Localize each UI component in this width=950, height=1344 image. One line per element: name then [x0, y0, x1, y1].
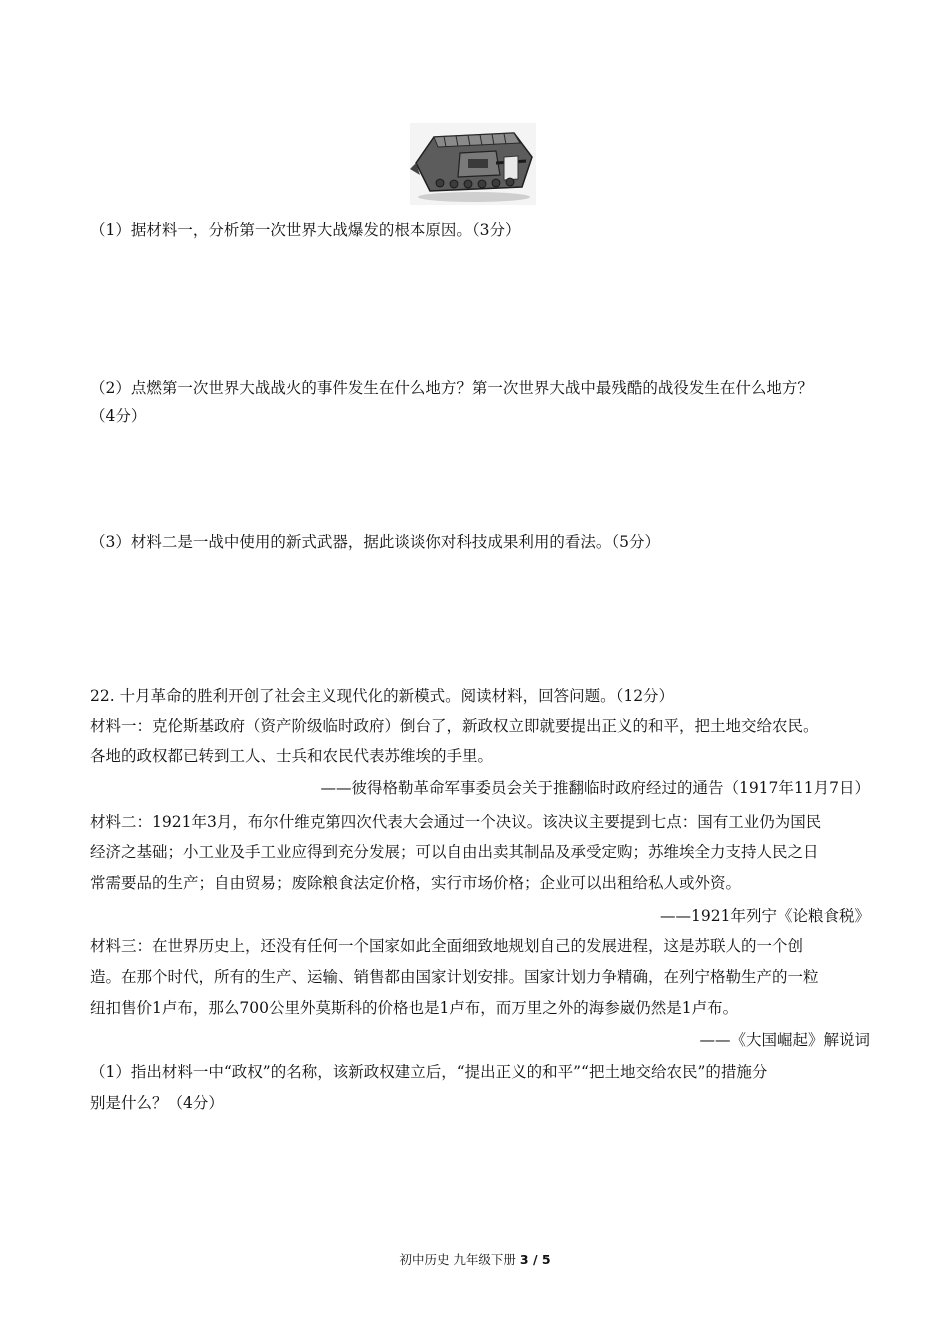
material-3-line1: 材料三：在世界历史上，还没有任何一个国家如此全面细致地规划自己的发展进程，这是苏联人的一个创 — [90, 937, 804, 955]
material-2-source: ——1921年列宁《论粮食税》 — [660, 907, 870, 925]
q21-subquestion-3: （3）材料二是一战中使用的新式武器，据此谈谈你对科技成果利用的看法。（5分） — [90, 533, 660, 551]
material-2-line2: 经济之基础；小工业及手工业应得到充分发展；可以自由出卖其制品及承受定购；苏维埃全力支持人民之日 — [90, 843, 819, 861]
q21-subquestion-2-line2: （4分） — [90, 407, 147, 425]
material-1-line1: 材料一：克伦斯基政府（资产阶级临时政府）倒台了，新政权立即就要提出正义的和平，把土地交给农民。 — [90, 717, 819, 735]
q21-subquestion-2-line1: （2）点燃第一次世界大战战火的事件发生在什么地方？第一次世界大战中最残酷的战役发生在什么地方？ — [90, 379, 813, 397]
q22-subquestion-1-line2: 别是什么？（4分） — [90, 1094, 224, 1112]
material-1-line2: 各地的政权都已转到工人、士兵和农民代表苏维埃的手里。 — [90, 747, 494, 765]
q22-subquestion-1-line1: （1）指出材料一中“政权”的名称，该新政权建立后，“提出正义的和平”“把土地交给农民”的措施分 — [90, 1063, 768, 1081]
page-footer — [0, 1250, 950, 1268]
material-3-source: ——《大国崛起》解说词 — [699, 1031, 870, 1049]
material-3-line2: 造。在那个时代，所有的生产、运输、销售都由国家计划安排。国家计划力争精确，在列宁格勒生产的一粒 — [90, 968, 819, 986]
q21-subquestion-1: （1）据材料一，分析第一次世界大战爆发的根本原因。（3分） — [90, 221, 521, 239]
page-number: 3 / 5 — [519, 1252, 551, 1267]
material-1-source: ——彼得格勒革命军事委员会关于推翻临时政府经过的通告（1917年11月7日） — [320, 779, 870, 797]
material-2-line1: 材料二：1921年3月，布尔什维克第四次代表大会通过一个决议。该决议主要提到七点：国有工业仍为国民 — [90, 813, 822, 831]
material-3-line3: 纽扣售价1卢布，那么700公里外莫斯科的价格也是1卢布，而万里之外的海参崴仍然是1卢布。 — [90, 999, 739, 1017]
tank-illustration-icon — [410, 123, 536, 205]
q22-heading: 22. 十月革命的胜利开创了社会主义现代化的新模式。阅读材料，回答问题。（12分） — [90, 687, 675, 705]
material-2-line3: 常需要品的生产；自由贸易；废除粮食法定价格，实行市场价格；企业可以出租给私人或外资。 — [90, 874, 742, 892]
footer-course-label: 初中历史 九年级下册 — [399, 1252, 520, 1267]
